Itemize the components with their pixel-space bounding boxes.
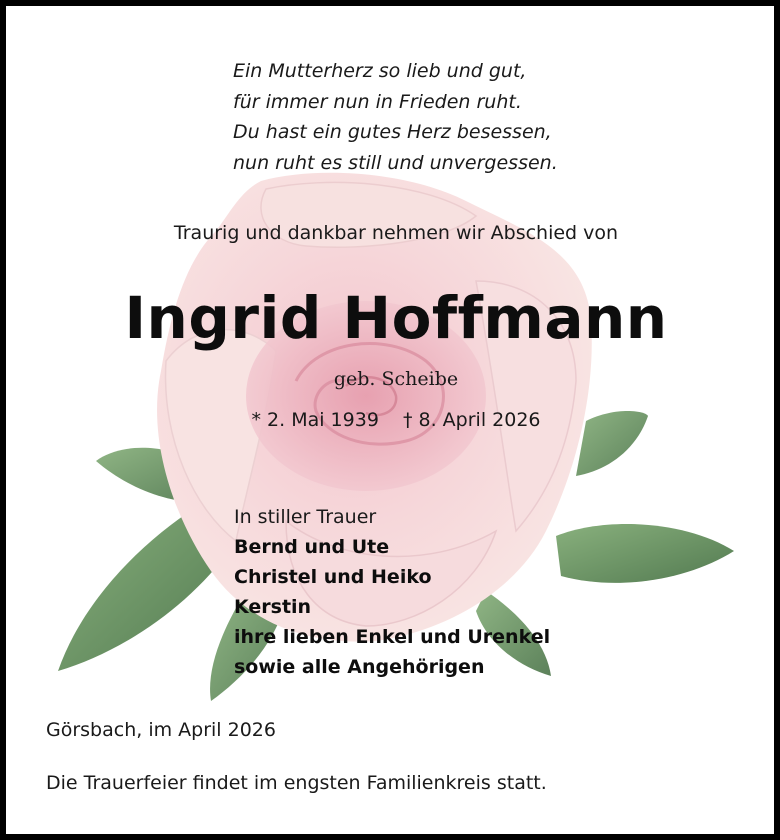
mourning-lead: In stiller Trauer (234, 506, 377, 528)
funeral-note: Die Trauerfeier findet im engsten Familienkreis statt. (46, 772, 547, 794)
birth-date: 2. Mai 1939 (267, 409, 379, 431)
poem-line: nun ruht es still und unvergessen. (233, 151, 558, 174)
farewell-intro: Traurig und dankbar nehmen wir Abschied von (173, 222, 619, 244)
poem-line: für immer nun in Frieden ruht. (233, 90, 522, 113)
mourner-name: Bernd und Ute (234, 536, 390, 558)
leaf-right-lower (556, 524, 734, 583)
mourner-name: Christel und Heiko (234, 566, 432, 588)
mourner-name: ihre lieben Enkel und Urenkel (234, 626, 551, 648)
poem (233, 56, 558, 178)
mourners-block (234, 502, 550, 682)
poem-line: Du hast ein gutes Herz besessen, (233, 121, 552, 143)
deceased-name: Ingrid Hoffmann (124, 284, 668, 352)
birth-symbol: * (251, 409, 261, 431)
birth-name: geb. Scheibe (333, 368, 459, 390)
place-date: Görsbach, im April 2026 (46, 719, 276, 741)
death-symbol: † (402, 409, 413, 431)
life-dates (6, 409, 780, 431)
mourner-name: sowie alle Angehörigen (234, 656, 485, 678)
mourner-name: Kerstin (234, 596, 312, 618)
poem-line: Ein Mutterherz so lieb und gut, (233, 60, 527, 82)
death-date: 8. April 2026 (418, 409, 541, 431)
